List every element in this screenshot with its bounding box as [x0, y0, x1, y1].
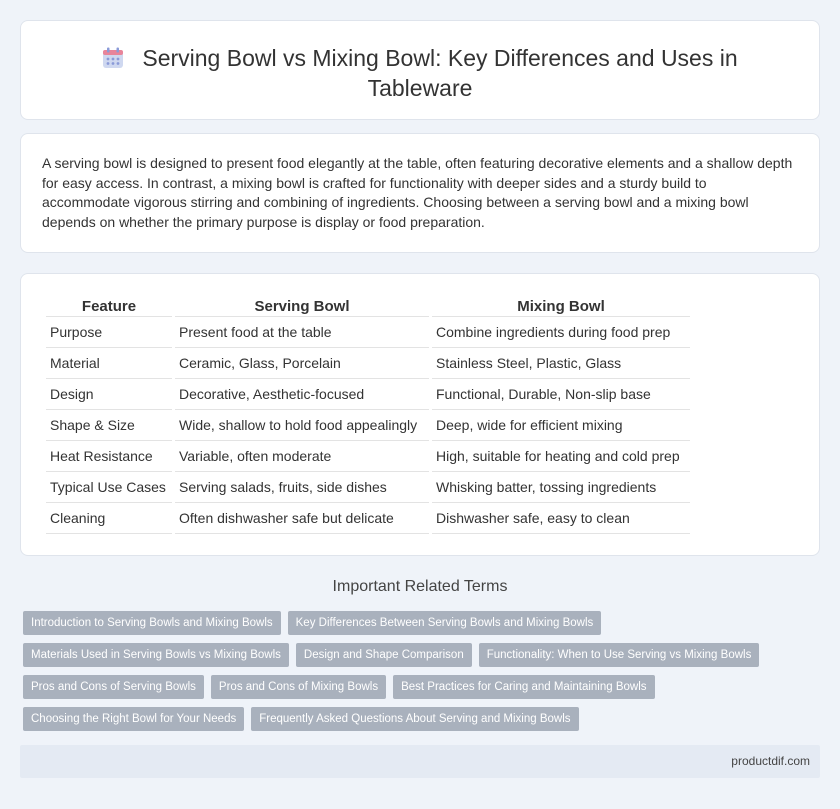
intro-paragraph: A serving bowl is designed to present food elegantly at the table, often featuring decorative elements and a shallow depth for easy access. In contrast, a mixing bowl is crafted for functionality with deeper sides and a sturdy build to accommodate vigorous stirring and combining of ingredients. Choosing between a serving bowl and a mixing bowl depends on whether the primary purpose is display or food preparation.	[42, 155, 793, 230]
table-header-row	[46, 295, 690, 317]
page-title-wrap	[81, 43, 759, 103]
serving-cell: Present food at the table	[175, 317, 429, 348]
title-card	[20, 20, 820, 120]
feature-cell: Shape & Size	[46, 410, 172, 441]
table-row	[46, 348, 690, 379]
serving-cell: Variable, often moderate	[175, 441, 429, 472]
related-term-link[interactable]: Frequently Asked Questions About Serving and Mixing Bowls	[251, 707, 578, 731]
serving-cell: Serving salads, fruits, side dishes	[175, 472, 429, 503]
serving-cell: Wide, shallow to hold food appealingly	[175, 410, 429, 441]
footer-site-name: productdif.com	[731, 754, 810, 768]
related-term-link[interactable]: Functionality: When to Use Serving vs Mixing Bowls	[479, 643, 760, 667]
mixing-cell: Stainless Steel, Plastic, Glass	[432, 348, 690, 379]
comparison-table	[43, 295, 693, 534]
related-terms-list	[23, 611, 813, 731]
header-feature: Feature	[46, 295, 172, 317]
header-serving-bowl: Serving Bowl	[175, 295, 429, 317]
feature-cell: Cleaning	[46, 503, 172, 534]
feature-cell: Material	[46, 348, 172, 379]
header-mixing-bowl: Mixing Bowl	[432, 295, 690, 317]
serving-cell: Often dishwasher safe but delicate	[175, 503, 429, 534]
comparison-card	[20, 273, 820, 556]
related-term-link[interactable]: Pros and Cons of Mixing Bowls	[211, 675, 386, 699]
table-row	[46, 472, 690, 503]
mixing-cell: High, suitable for heating and cold prep	[432, 441, 690, 472]
page-title: Serving Bowl vs Mixing Bowl: Key Differences and Uses in Tableware	[142, 45, 738, 101]
feature-cell: Design	[46, 379, 172, 410]
related-term-link[interactable]: Best Practices for Caring and Maintaining Bowls	[393, 675, 654, 699]
related-term-link[interactable]: Pros and Cons of Serving Bowls	[23, 675, 204, 699]
related-term-link[interactable]: Materials Used in Serving Bowls vs Mixing Bowls	[23, 643, 289, 667]
feature-cell: Typical Use Cases	[46, 472, 172, 503]
table-row	[46, 379, 690, 410]
feature-cell: Purpose	[46, 317, 172, 348]
related-term-link[interactable]: Key Differences Between Serving Bowls and Mixing Bowls	[288, 611, 602, 635]
related-term-link[interactable]: Choosing the Right Bowl for Your Needs	[23, 707, 244, 731]
calendar-icon	[102, 46, 124, 68]
mixing-cell: Combine ingredients during food prep	[432, 317, 690, 348]
serving-cell: Decorative, Aesthetic-focused	[175, 379, 429, 410]
mixing-cell: Deep, wide for efficient mixing	[432, 410, 690, 441]
table-row	[46, 503, 690, 534]
table-row	[46, 410, 690, 441]
intro-card	[20, 133, 820, 253]
feature-cell: Heat Resistance	[46, 441, 172, 472]
related-term-link[interactable]: Introduction to Serving Bowls and Mixing Bowls	[23, 611, 281, 635]
related-term-link[interactable]: Design and Shape Comparison	[296, 643, 472, 667]
serving-cell: Ceramic, Glass, Porcelain	[175, 348, 429, 379]
footer-bar	[20, 745, 820, 778]
mixing-cell: Functional, Durable, Non-slip base	[432, 379, 690, 410]
mixing-cell: Dishwasher safe, easy to clean	[432, 503, 690, 534]
table-row	[46, 317, 690, 348]
related-terms-heading: Important Related Terms	[332, 578, 508, 595]
mixing-cell: Whisking batter, tossing ingredients	[432, 472, 690, 503]
table-row	[46, 441, 690, 472]
